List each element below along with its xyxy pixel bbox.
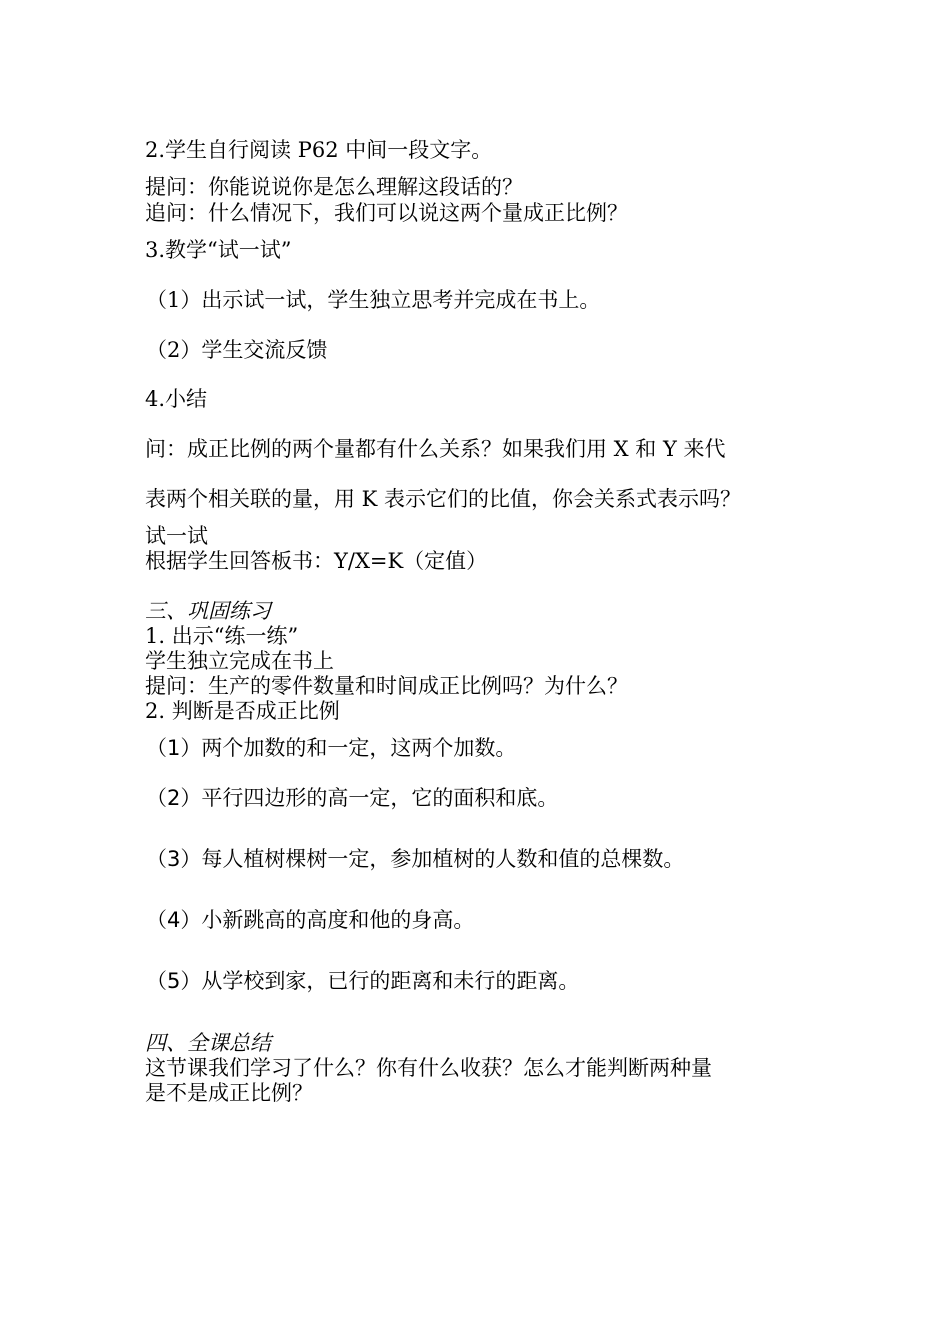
doc-line-try: 试一试 bbox=[145, 524, 208, 548]
doc-line-practice-1b: 学生独立完成在书上 bbox=[145, 649, 334, 673]
judge-item-1: （1）两个加数的和一定，这两个加数。 bbox=[146, 736, 517, 760]
doc-line-step-3: 3.教学“试一试” bbox=[145, 238, 292, 262]
section-heading-practice: 三、巩固练习 bbox=[145, 599, 271, 623]
doc-line-board: 根据学生回答板书：Y/X=K（定值） bbox=[145, 549, 488, 573]
doc-line-summary-1: 这节课我们学习了什么？你有什么收获？怎么才能判断两种量 bbox=[145, 1056, 712, 1080]
doc-line-item-1: （1）出示试一试，学生独立思考并完成在书上。 bbox=[146, 288, 601, 312]
doc-line-practice-1: 1. 出示“练一练” bbox=[145, 624, 299, 648]
doc-line-step-4: 4.小结 bbox=[145, 387, 208, 411]
judge-item-5: （5）从学校到家，已行的距离和未行的距离。 bbox=[146, 969, 580, 993]
doc-line-question: 提问：你能说说你是怎么理解这段话的？ bbox=[145, 175, 523, 199]
doc-line-step-2: 2.学生自行阅读 P62 中间一段文字。 bbox=[145, 138, 493, 162]
doc-line-summary-q2: 表两个相关联的量，用 K 表示它们的比值，你会关系式表示吗？ bbox=[145, 487, 742, 511]
doc-line-item-2: （2）学生交流反馈 bbox=[146, 338, 328, 362]
section-heading-summary: 四、全课总结 bbox=[145, 1031, 271, 1055]
judge-item-4: （4）小新跳高的高度和他的身高。 bbox=[146, 908, 475, 932]
doc-line-summary-2: 是不是成正比例？ bbox=[145, 1081, 313, 1105]
doc-line-practice-question: 提问：生产的零件数量和时间成正比例吗？为什么？ bbox=[145, 674, 628, 698]
doc-line-summary-q1: 问：成正比例的两个量都有什么关系？如果我们用 X 和 Y 来代 bbox=[145, 437, 726, 461]
judge-item-2: （2）平行四边形的高一定，它的面积和底。 bbox=[146, 786, 559, 810]
doc-line-practice-2: 2. 判断是否成正比例 bbox=[145, 699, 340, 723]
judge-item-3: （3）每人植树棵树一定，参加植树的人数和值的总棵数。 bbox=[146, 847, 685, 871]
doc-line-follow-up: 追问：什么情况下，我们可以说这两个量成正比例？ bbox=[145, 201, 628, 225]
